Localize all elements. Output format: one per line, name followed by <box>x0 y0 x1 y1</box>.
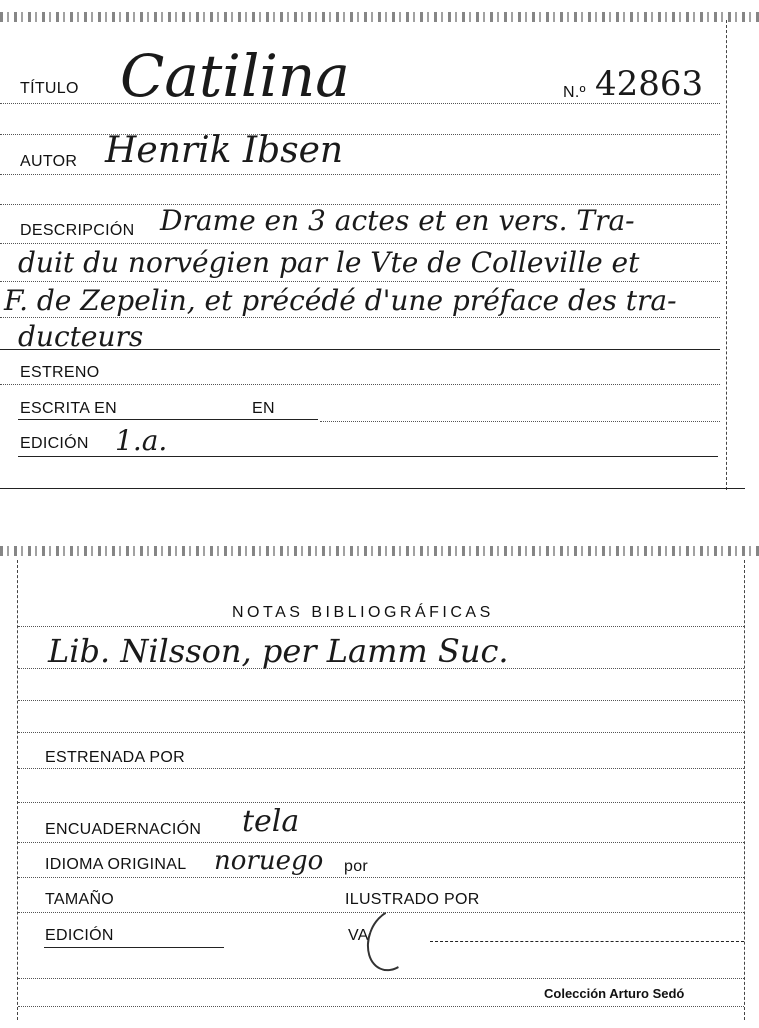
notas-value: Lib. Nilsson, per Lamm Suc. <box>48 632 509 670</box>
rule <box>18 626 744 627</box>
card-edge-line <box>17 560 18 1020</box>
en-label: EN <box>252 400 275 417</box>
rule <box>0 281 720 282</box>
rule <box>18 732 744 733</box>
card-bottom-edge <box>0 488 745 489</box>
catalog-card-top <box>0 0 759 500</box>
rule <box>18 842 744 843</box>
rule <box>18 877 744 878</box>
rule <box>18 700 744 701</box>
rule <box>18 802 744 803</box>
numero-prefix: N.º <box>563 84 586 101</box>
rule <box>18 419 318 420</box>
edicion-value: 1.a. <box>115 424 168 457</box>
rule <box>430 941 744 942</box>
edicion-label: EDICIÓN <box>45 927 114 944</box>
encuadernacion-value: tela <box>242 804 300 839</box>
estrenada-por-label: ESTRENADA POR <box>45 749 185 766</box>
rule <box>18 912 744 913</box>
card-edge-line <box>726 20 727 490</box>
descripcion-label: DESCRIPCIÓN <box>20 222 135 239</box>
rule <box>0 174 720 175</box>
va-label: VA <box>348 927 369 944</box>
titulo-value: Catilina <box>120 42 350 110</box>
idioma-original-label: IDIOMA ORIGINAL <box>45 856 187 873</box>
autor-label: AUTOR <box>20 153 78 170</box>
edicion-label: EDICIÓN <box>20 435 89 452</box>
titulo-label: TÍTULO <box>20 80 79 97</box>
torn-edge <box>0 546 759 556</box>
encuadernacion-label: ENCUADERNACIÓN <box>45 821 202 838</box>
rule <box>0 243 720 244</box>
rule <box>18 456 718 457</box>
rule <box>18 768 744 769</box>
autor-value: Henrik Ibsen <box>105 130 344 171</box>
notas-title: NOTAS BIBLIOGRÁFICAS <box>232 604 494 621</box>
descripcion-line-4: ducteurs <box>18 320 144 353</box>
rule <box>0 384 720 385</box>
descripcion-line-2: duit du norvégien par le Vte de Colleville et <box>18 246 640 279</box>
catalog-card-bottom <box>0 540 759 1028</box>
rule <box>18 978 744 979</box>
torn-edge <box>0 12 759 22</box>
numero-value: 42863 <box>595 64 704 104</box>
descripcion-line-3: F. de Zepelin, et précédé d'une préface des tra- <box>4 284 677 317</box>
rule <box>18 1006 744 1007</box>
ilustrado-por-label: ILUSTRADO POR <box>345 891 480 908</box>
rule <box>320 421 720 422</box>
rule <box>18 668 744 669</box>
rule <box>0 317 720 318</box>
card-edge-line <box>744 560 745 1020</box>
collection-footer: Colección Arturo Sedó <box>544 986 685 1001</box>
por-label: por <box>344 858 369 875</box>
estreno-label: ESTRENO <box>20 364 100 381</box>
idioma-original-value: noruego <box>214 846 324 876</box>
descripcion-line-1: Drame en 3 actes et en vers. Tra- <box>160 204 635 237</box>
tamano-label: TAMAÑO <box>45 891 115 908</box>
rule <box>0 103 720 104</box>
rule <box>0 349 720 350</box>
escrita-en-label: ESCRITA EN <box>20 400 117 417</box>
rule <box>44 947 224 948</box>
ink-mark <box>359 902 426 979</box>
